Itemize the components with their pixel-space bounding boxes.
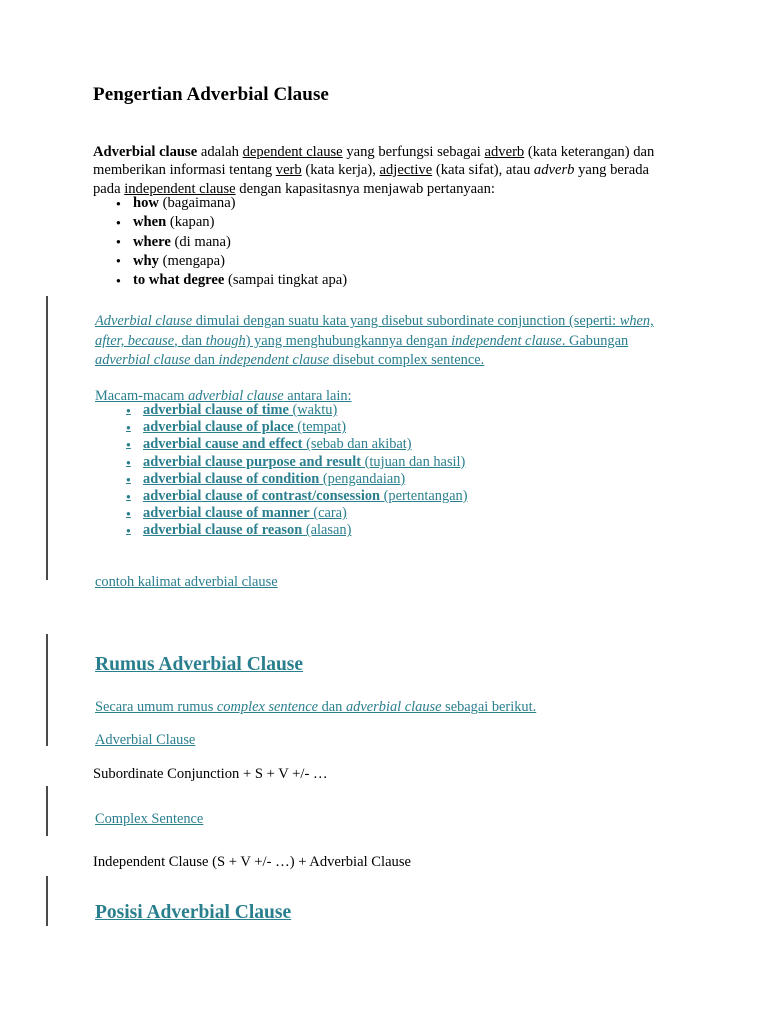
clause-type-term: adverbial clause of contrast/consession (143, 488, 381, 505)
clause-type-term: adverbial clause of place (143, 419, 294, 436)
list-item[interactable] (143, 402, 468, 419)
question-word-translation: (sampai tingkat apa) (224, 272, 348, 289)
definition-italic-independent-clause-2: independent clause (218, 352, 330, 369)
definition-italic-conjunctions: when, after, because (95, 313, 654, 349)
definition-paragraph[interactable] (95, 312, 670, 371)
macam-italic-term: adverbial clause (188, 388, 284, 405)
intro-text: (kata kerja), (301, 162, 380, 179)
clause-type-term: adverbial clause purpose and result (143, 453, 362, 470)
clause-type-translation: (sebab dan akibat) (302, 436, 412, 453)
list-item[interactable] (143, 436, 468, 453)
intro-text: (kata keterangan) dan memberikan informasi tentang (93, 143, 655, 179)
intro-text: yang berada pada (93, 162, 649, 197)
clause-type-translation: (tempat) (293, 419, 347, 436)
question-word-translation: (mengapa) (158, 252, 225, 269)
list-item[interactable] (143, 454, 468, 471)
definition-text: dan (190, 352, 219, 369)
secara-umum-line[interactable] (95, 698, 670, 718)
list-item[interactable] (143, 522, 468, 539)
label-complex-sentence[interactable]: Complex Sentence (95, 811, 204, 828)
clause-type-translation: (waktu) (288, 402, 338, 418)
secara-text: Secara umum rumus (95, 699, 217, 716)
list-item[interactable] (143, 419, 468, 436)
intro-text: yang berfungsi sebagai (342, 143, 485, 160)
link-dependent-clause[interactable]: dependent clause (242, 143, 343, 160)
secara-italic-complex-sentence: complex sentence (216, 699, 318, 716)
clause-type-translation: (pengandaian) (319, 470, 406, 487)
list-item (133, 213, 347, 232)
question-word-translation: (bagaimana) (158, 195, 236, 211)
intro-bold-term: Adverbial clause (93, 143, 198, 160)
list-item[interactable] (143, 505, 468, 522)
question-word-term: why (133, 252, 159, 269)
clause-type-term: adverbial clause of manner (143, 505, 310, 522)
clause-type-translation: (pertentangan) (380, 488, 468, 505)
question-word-term: how (133, 195, 159, 211)
definition-italic-though: though (205, 332, 246, 349)
list-item (133, 233, 347, 252)
list-item (133, 194, 347, 213)
question-word-term: where (133, 233, 171, 250)
question-word-term: to what degree (133, 272, 225, 289)
blockquote-definition (46, 296, 668, 591)
definition-text: dimulai dengan suatu kata yang disebut subordinate conjunction (seperti: (192, 313, 620, 330)
link-verb[interactable]: verb (275, 162, 302, 179)
intro-text: adalah (197, 143, 243, 160)
list-item (133, 271, 347, 290)
definition-text: . Gabungan (561, 332, 629, 349)
definition-italic-independent-clause: independent clause (451, 332, 562, 349)
definition-italic-term: Adverbial clause (95, 313, 193, 330)
blockquote-posisi (46, 876, 668, 926)
macam-text: Macam-macam (95, 388, 189, 405)
clause-type-term: adverbial clause of reason (143, 522, 303, 539)
formula-complex-sentence: Independent Clause (S + V +/- …) + Adverbial Clause (93, 853, 411, 870)
intro-text: (kata sifat), atau (432, 162, 534, 179)
list-item (133, 252, 347, 271)
question-words-list (133, 194, 347, 290)
intro-text: dengan kapasitasnya menjawab pertanyaan: (235, 180, 495, 197)
link-adjective[interactable]: adjective (379, 162, 433, 179)
question-word-translation: (kapan) (166, 214, 215, 231)
page-title: Pengertian Adverbial Clause (93, 84, 329, 105)
clause-type-term: adverbial clause of time (143, 402, 289, 418)
clause-type-term: adverbial cause and effect (143, 436, 303, 453)
section-heading-rumus[interactable]: Rumus Adverbial Clause (95, 654, 304, 676)
macam-text: antara lain: (283, 388, 352, 405)
clause-type-translation: (alasan) (302, 522, 352, 539)
intro-paragraph (93, 143, 665, 199)
secara-italic-adverbial-clause: adverbial clause (345, 699, 442, 716)
question-word-term: when (133, 214, 167, 231)
link-adverb[interactable]: adverb (484, 143, 525, 160)
label-adverbial-clause[interactable]: Adverbial Clause (95, 732, 196, 749)
clause-type-translation: (tujuan dan hasil) (361, 453, 466, 470)
secara-text: dan (318, 699, 346, 716)
link-contoh-kalimat[interactable]: contoh kalimat adverbial clause (95, 574, 278, 591)
question-word-translation: (di mana) (170, 233, 231, 250)
clause-type-term: adverbial clause of condition (143, 470, 320, 487)
definition-text: disebut complex sentence. (329, 352, 485, 369)
definition-italic-adverbial-clause: adverbial clause (95, 352, 191, 369)
definition-text: , dan (174, 332, 206, 349)
link-independent-clause[interactable]: independent clause (124, 180, 236, 197)
intro-italic-adverb: adverb (533, 162, 575, 179)
definition-text: ) yang menghubungkannya dengan (245, 332, 452, 349)
clause-type-translation: (cara) (309, 505, 347, 522)
clause-types-list (143, 402, 468, 540)
list-item[interactable] (143, 471, 468, 488)
secara-text: sebagai berikut. (441, 699, 537, 716)
section-heading-posisi[interactable]: Posisi Adverbial Clause (95, 902, 292, 924)
list-item[interactable] (143, 488, 468, 505)
formula-adverbial-clause: Subordinate Conjunction + S + V +/- … (93, 765, 328, 782)
blockquote-rumus (46, 634, 668, 749)
blockquote-complex-sentence (46, 786, 668, 836)
